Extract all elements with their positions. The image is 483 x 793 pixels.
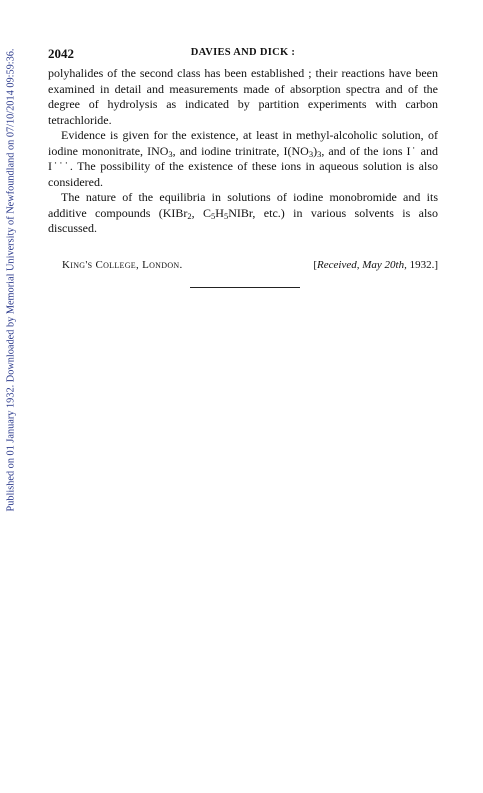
paragraph-polyhalides bbox=[48, 66, 438, 128]
subscript: 3 bbox=[317, 148, 322, 159]
download-stamp bbox=[2, 30, 20, 530]
end-rule bbox=[190, 287, 300, 288]
paragraph-polyhalides-text: polyhalides of the second class has been established ; their reactions have been examined in detail and measurements made of absorption spectra and of the degree of hydrolysis as indicated by partition experiments with carbon tetrachloride. bbox=[48, 66, 438, 127]
paragraph-equilibria-text-4: NIBr, etc.) in various solvents is also discussed. bbox=[48, 205, 438, 235]
page-number: 2042 bbox=[48, 46, 74, 61]
received-label: Received, May 20th, bbox=[317, 259, 407, 271]
subscript: 5 bbox=[223, 210, 229, 221]
paragraph-iodine-nitrates-text-2: , and iodine trinitrate, I(NO bbox=[172, 143, 309, 158]
received-bracket: [ bbox=[313, 259, 318, 271]
affiliation: King's College, London. bbox=[62, 259, 183, 271]
subscript: 3 bbox=[168, 148, 173, 159]
paragraph-iodine-nitrates bbox=[48, 128, 438, 190]
article-body bbox=[48, 66, 438, 237]
paragraph-iodine-nitrates-text-1: Evidence is given for the existence, at least in methyl-alcoholic solution, of iodine mononitrate, INO bbox=[48, 128, 438, 158]
paragraph-iodine-nitrates-text-4: , and of the ions I˙ and I˙˙˙. The possibility of the existence of these ions in aqueous solution is also considered. bbox=[48, 143, 438, 189]
paragraph-equilibria-text-1: The nature of the equilibria in solutions of iodine monobromide and its additive compounds (KIBr bbox=[48, 190, 438, 220]
received-date bbox=[313, 259, 438, 271]
subscript: 5 bbox=[211, 210, 216, 221]
paragraph-equilibria-text-3: H bbox=[215, 205, 224, 220]
download-stamp-text: Published on 01 January 1932. Downloaded by Memorial University of Newfoundland on 07/10/2014 09:59:36. bbox=[5, 48, 17, 512]
paragraph-equilibria bbox=[48, 190, 438, 237]
paragraph-iodine-nitrates-text-3: ) bbox=[313, 143, 318, 158]
subscript: 2 bbox=[187, 210, 192, 221]
received-year: 1932.] bbox=[406, 259, 438, 271]
signature-line bbox=[62, 259, 438, 273]
paragraph-equilibria-text-2: , C bbox=[191, 205, 212, 220]
page-header bbox=[48, 46, 438, 62]
subscript: 3 bbox=[308, 148, 314, 159]
running-head: DAVIES AND DICK : bbox=[190, 47, 296, 58]
